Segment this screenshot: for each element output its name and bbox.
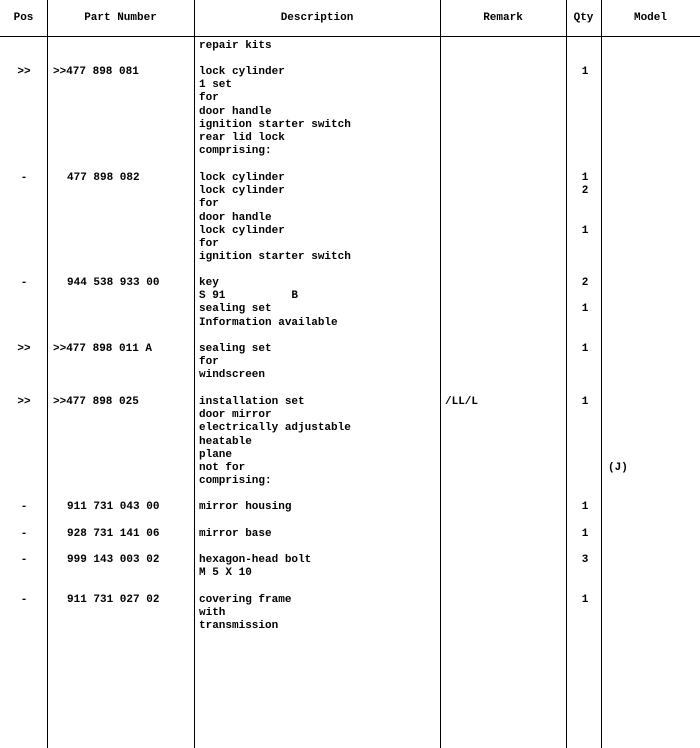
description-cell-line: S 91 B bbox=[199, 290, 299, 303]
description-cell bbox=[199, 554, 311, 580]
pos-cell: >> bbox=[17, 396, 31, 408]
part-number-cell: >>477 898 081 bbox=[53, 66, 139, 78]
column-divider bbox=[194, 0, 195, 748]
description-cell bbox=[199, 277, 338, 330]
description-cell bbox=[199, 172, 351, 264]
pos-cell: - bbox=[20, 554, 28, 566]
description-cell-line: with bbox=[199, 607, 226, 620]
qty-cell-line bbox=[568, 212, 602, 225]
description-cell-line: sealing set bbox=[199, 343, 272, 355]
column-divider bbox=[601, 0, 602, 748]
description-cell-line: ignition starter switch bbox=[199, 118, 351, 131]
qty-cell bbox=[568, 172, 602, 238]
description-cell-line: door mirror bbox=[199, 409, 272, 422]
column-divider bbox=[47, 0, 48, 748]
description-cell-line: lock cylinder bbox=[199, 185, 285, 198]
qty-cell-line: 1 bbox=[581, 172, 589, 184]
description-cell-line: installation set bbox=[199, 396, 305, 408]
qty-cell-line: 1 bbox=[581, 303, 589, 316]
pos-cell: >> bbox=[17, 66, 31, 78]
description-cell-line: 1 set bbox=[199, 79, 233, 92]
description-cell-line: electrically adjustable bbox=[199, 422, 351, 435]
pos-cell: - bbox=[20, 277, 28, 289]
description-cell-line: key bbox=[199, 277, 219, 289]
description-cell-line: hexagon-head bolt bbox=[199, 554, 312, 566]
header-divider bbox=[0, 36, 700, 37]
description-cell-line: for bbox=[199, 92, 219, 105]
pos-cell: >> bbox=[17, 343, 31, 355]
qty-cell-line bbox=[568, 40, 602, 53]
description-cell-line: heatable bbox=[199, 435, 252, 448]
pos-cell: - bbox=[20, 594, 28, 606]
description-cell bbox=[199, 396, 351, 488]
qty-cell bbox=[568, 396, 602, 409]
pos-cell: - bbox=[20, 501, 28, 513]
qty-cell-line: 1 bbox=[581, 528, 589, 540]
qty-cell bbox=[568, 40, 602, 53]
column-divider bbox=[566, 0, 567, 748]
model-cell-line: (J) bbox=[608, 461, 628, 474]
part-number-cell: >>477 898 011 A bbox=[53, 343, 153, 355]
description-cell bbox=[199, 528, 272, 541]
description-cell-line: M 5 X 10 bbox=[199, 567, 252, 580]
qty-cell bbox=[568, 277, 602, 317]
model-cell-line bbox=[608, 409, 628, 422]
description-cell-line: for bbox=[199, 198, 219, 211]
description-cell-line: sealing set bbox=[199, 303, 272, 316]
qty-cell-line bbox=[568, 198, 602, 211]
header-model: Model bbox=[633, 12, 667, 24]
column-divider bbox=[440, 0, 441, 748]
model-cell-line bbox=[608, 449, 628, 462]
header-remark: Remark bbox=[483, 12, 523, 24]
description-cell bbox=[199, 501, 291, 514]
description-cell bbox=[199, 40, 272, 53]
header-part-number: Part Number bbox=[84, 12, 157, 24]
description-cell-line: windscreen bbox=[199, 369, 266, 382]
model-cell-line bbox=[608, 422, 628, 435]
qty-cell bbox=[568, 66, 602, 79]
pos-cell: - bbox=[20, 172, 28, 184]
header-pos: Pos bbox=[13, 12, 34, 24]
model-cell-line bbox=[608, 396, 628, 409]
description-cell-line: transmission bbox=[199, 620, 279, 633]
part-number-cell: 477 898 082 bbox=[67, 172, 140, 184]
description-cell bbox=[199, 343, 272, 383]
description-cell-line: door handle bbox=[199, 105, 272, 118]
part-number-cell: 911 731 027 02 bbox=[67, 594, 160, 606]
description-cell-line: lock cylinder bbox=[199, 66, 285, 78]
description-cell-line: plane bbox=[199, 448, 233, 461]
description-cell-line: covering frame bbox=[199, 594, 292, 606]
description-cell-line: ignition starter switch bbox=[199, 251, 351, 264]
qty-cell bbox=[568, 501, 602, 514]
description-cell bbox=[199, 66, 351, 158]
description-cell-line: Information available bbox=[199, 316, 338, 329]
description-cell-line: door handle bbox=[199, 211, 272, 224]
part-number-cell: 911 731 043 00 bbox=[67, 501, 160, 513]
description-cell-line: mirror base bbox=[199, 528, 272, 540]
qty-cell-line: 1 bbox=[581, 501, 589, 513]
qty-cell-line: 1 bbox=[581, 224, 589, 237]
qty-cell bbox=[568, 343, 602, 356]
qty-cell-line: 1 bbox=[581, 343, 589, 355]
description-cell-line: comprising: bbox=[199, 475, 272, 488]
remark-cell: /LL/L bbox=[445, 396, 479, 408]
qty-cell-line: 1 bbox=[581, 66, 589, 78]
qty-cell bbox=[568, 528, 602, 541]
description-cell-line: repair kits bbox=[199, 40, 272, 52]
part-number-cell: 928 731 141 06 bbox=[67, 528, 160, 540]
model-cell-line bbox=[608, 436, 628, 449]
pos-cell: - bbox=[20, 528, 28, 540]
description-cell-line: for bbox=[199, 237, 219, 250]
part-number-cell: >>477 898 025 bbox=[53, 396, 139, 408]
qty-cell bbox=[568, 554, 602, 567]
qty-cell-line: 1 bbox=[581, 396, 589, 408]
part-number-cell: 944 538 933 00 bbox=[67, 277, 160, 289]
part-number-cell: 999 143 003 02 bbox=[67, 554, 160, 566]
header-description: Description bbox=[280, 12, 354, 24]
model-cell bbox=[608, 396, 628, 475]
description-cell-line: not for bbox=[199, 461, 246, 474]
qty-cell bbox=[568, 594, 602, 607]
description-cell bbox=[199, 594, 291, 634]
description-cell-line: comprising: bbox=[199, 145, 272, 158]
header-qty: Qty bbox=[573, 12, 594, 24]
qty-cell-line: 2 bbox=[581, 277, 589, 289]
qty-cell-line: 2 bbox=[581, 185, 589, 198]
description-cell-line: rear lid lock bbox=[199, 131, 285, 144]
description-cell-line: mirror housing bbox=[199, 501, 292, 513]
qty-cell-line: 3 bbox=[581, 554, 589, 566]
qty-cell-line: 1 bbox=[581, 594, 589, 606]
description-cell-line: lock cylinder bbox=[199, 172, 285, 184]
description-cell-line: for bbox=[199, 356, 219, 369]
description-cell-line: lock cylinder bbox=[199, 224, 285, 237]
qty-cell-line bbox=[568, 290, 602, 303]
